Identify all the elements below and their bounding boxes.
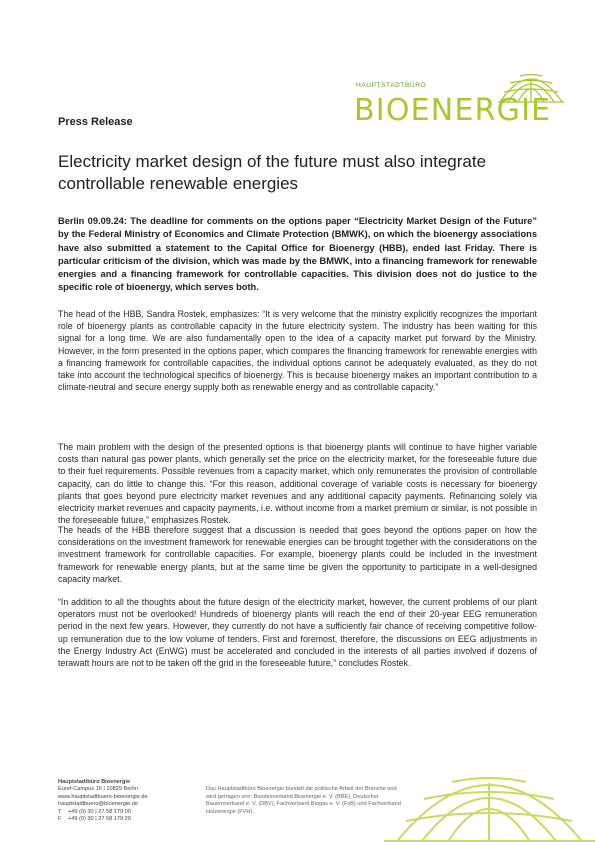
article-paragraph: “In addition to all the thoughts about the future design of the electricity market, however, the current problems of our plant operators must not be overlooked! Hundreds of bioenergy plants will reach the end of their 20-year EEG remuneration period in the next few years. However, they currently do not have a sufficiently fair chance of receiving competitive follow-up remuneration due to the low volume of tenders. First and foremost, therefore, the discussions on EEG adjustments in the Energy Industry Act (EnWG) must be accelerated and concluded in the interests of all parties involved if dozens of terawatt hours are not to be taken off the grid in the foreseeable future,” concludes Rostek. (58, 597, 537, 669)
press-release-label: Press Release (58, 116, 133, 128)
footer-email-link[interactable]: hauptstadtbuero@bioenergie.de (58, 801, 139, 808)
logo-subtitle: HAUPTSTADTBÜRO (356, 82, 427, 89)
footer-fax (58, 816, 218, 823)
footer-fax-number: +49 (0) 30 | 27 58 179 29 (68, 816, 131, 823)
footer-phone-number: +49 (0) 30 | 27 58 179 00 (68, 808, 131, 815)
footer-fax-label: F (58, 816, 62, 823)
article-paragraph: The main problem with the design of the presented options is that bioenergy plants will continue to have higher variable costs than natural gas power plants, which generally set the price on the electricity market, for the foreseeable future due to their fuel requirements. Possible revenues from a capacity market, which only remunerates the provision of controllable capacity, can do little to change this. “For this reason, additional coverage of variable costs is necessary for bioenergy plants that goes beyond pure electricity market revenues and any additional capacity payments. Refinancing solely via electricity market revenues and capacity payments, i.e. without income from a market premium or similar, is not possible in the foreseeable future,” emphasizes Rostek. (58, 442, 537, 526)
bioenergie-logo (354, 70, 566, 132)
footer-description: Das Hauptstadtbüro Bioenergie bündelt die politische Arbeit der Branche und wird getragen von: Bundesverband Bioenergie e. V. (BBE), Deutscher Bauernverband e. V. (DBV), Fachverband Biogas e. V. (FvB) und Fachverband Holzenergie (FVH). (206, 786, 401, 815)
footer-phone-label: T (58, 808, 62, 815)
footer-address: Euref-Campus 16 | 10829 Berlin (58, 786, 138, 793)
article-lead: Berlin 09.09.24: The deadline for comments on the options paper “Electricity Market Design of the Future” by the Federal Ministry of Economics and Climate Protection (BMWK), on which the bioenergy associations have also submitted a statement to the Capital Office for Bioenergy (HBB), ended last Friday. There is particular criticism of the division, which was made by the BMWK, into a financing framework for renewable energies and a financing framework for controllable capacities. This division does not do justice to the specific role of bioenergy, which serves both. (58, 216, 537, 293)
footer-phone (58, 809, 218, 816)
footer-org-name: Hauptstadtbüro Bioenergie (58, 779, 131, 785)
globe-watermark-icon (384, 765, 595, 842)
article-paragraph: The heads of the HBB therefore suggest that a discussion is needed that goes beyond the options paper on how the considerations on the investment framework for renewable energies can be brought together with the considerations on the investment framework for controllable capacities. For example, bioenergy plants could be included in the investment framework for renewable energy plants, but at the same time be given the opportunity to participate in a well-designed capacity market. (58, 525, 537, 584)
footer-contact (58, 779, 218, 823)
bioenergie-globe-logo-icon (496, 70, 566, 104)
logo-title: BIOENERGIE (354, 93, 552, 128)
article-title: Electricity market design of the future must also integrate controllable renewable energies (58, 152, 487, 193)
footer-website-link[interactable]: www.hauptstadtbuero-bioenergie.de (58, 793, 148, 800)
article-paragraph: The head of the HBB, Sandra Rostek, emphasizes: “It is very welcome that the ministry explicitly recognizes the important role of bioenergy plants as controllable capacity in the future electricity system. The industry has been waiting for this signal for a long time. We are also fundamentally open to the idea of a capacity market put forward by the Ministry. However, in the form presented in the options paper, which compares the financing framework for renewable energies with a financing framework for controllable capacities, the individual options cannot be adequately evaluated, as they do not take into account the technological specifics of bioenergy. This is because bioenergy makes an important contribution to a climate-neutral and secure energy supply both as renewable energy and as controllable capacity.” (58, 309, 537, 393)
